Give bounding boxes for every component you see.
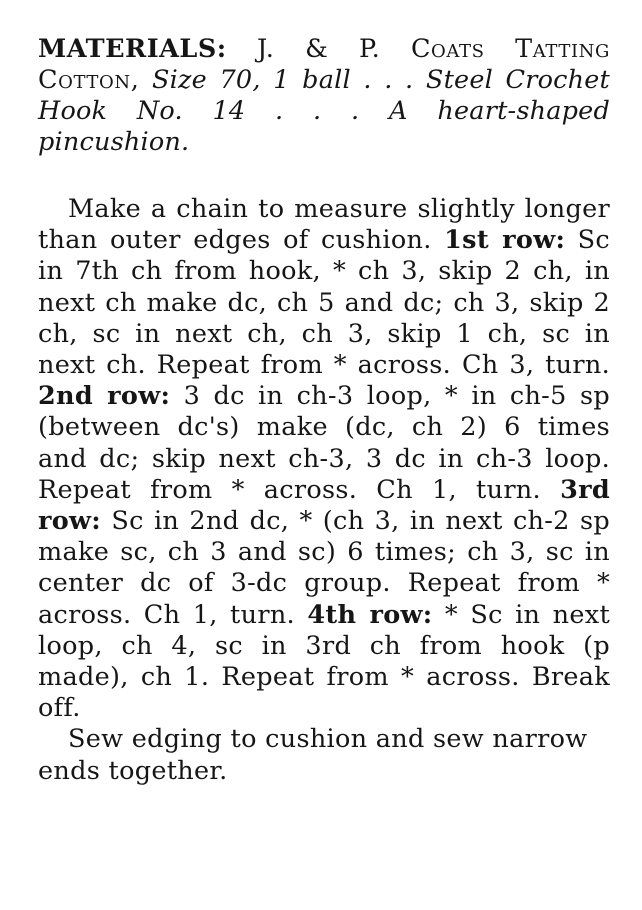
instructions-paragraph (38, 194, 610, 724)
row-4-text: * Sc in next loop, ch 4, sc in 3rd ch from hook (p made), ch 1. Repeat from * across. Break off. (38, 599, 611, 724)
closing-paragraph (38, 724, 610, 786)
pattern-page (38, 34, 610, 787)
row-3-text: Sc in 2nd dc, * (ch 3, in next ch-2 sp make sc, ch 3 and sc) 6 times; ch 3, sc in center dc of 3-dc group. Repeat from * across. Ch 1, turn. (38, 506, 611, 630)
materials-paragraph (38, 34, 610, 158)
materials-heading: MATERIALS: (38, 34, 227, 64)
closing-text: Sew edging to cushion and sew narrow ends together. (38, 724, 588, 786)
row-4-label: 4th row: (307, 599, 433, 630)
instructions-intro: Make a chain to measure slightly longer than outer edges of cushion. (38, 194, 610, 256)
materials-brand: J. & P. Coats Tatting Cotton, (38, 34, 610, 95)
row-2-label: 2nd row: (38, 381, 171, 412)
row-1-text: Sc in 7th ch from hook, * ch 3, skip 2 ch, in next ch make dc, ch 5 and dc; ch 3, skip 2 ch, sc in next ch, ch 3, skip 1 ch, sc in next ch. Repeat from * across. Ch 3, turn. (38, 225, 611, 381)
materials-list: Size 70, 1 ball . . . Steel Crochet Hook No. 14 . . . A heart-shaped pincushion. (38, 65, 611, 157)
row-1-label: 1st row: (444, 225, 566, 256)
row-3-label: 3rd row: (38, 474, 610, 537)
row-2-text: 3 dc in ch-3 loop, * in ch-5 sp (between dc's) make (dc, ch 2) 6 times and dc; skip next ch-3, 3 dc in ch-3 loop. Repeat from * across. Ch 1, turn. (38, 381, 611, 505)
